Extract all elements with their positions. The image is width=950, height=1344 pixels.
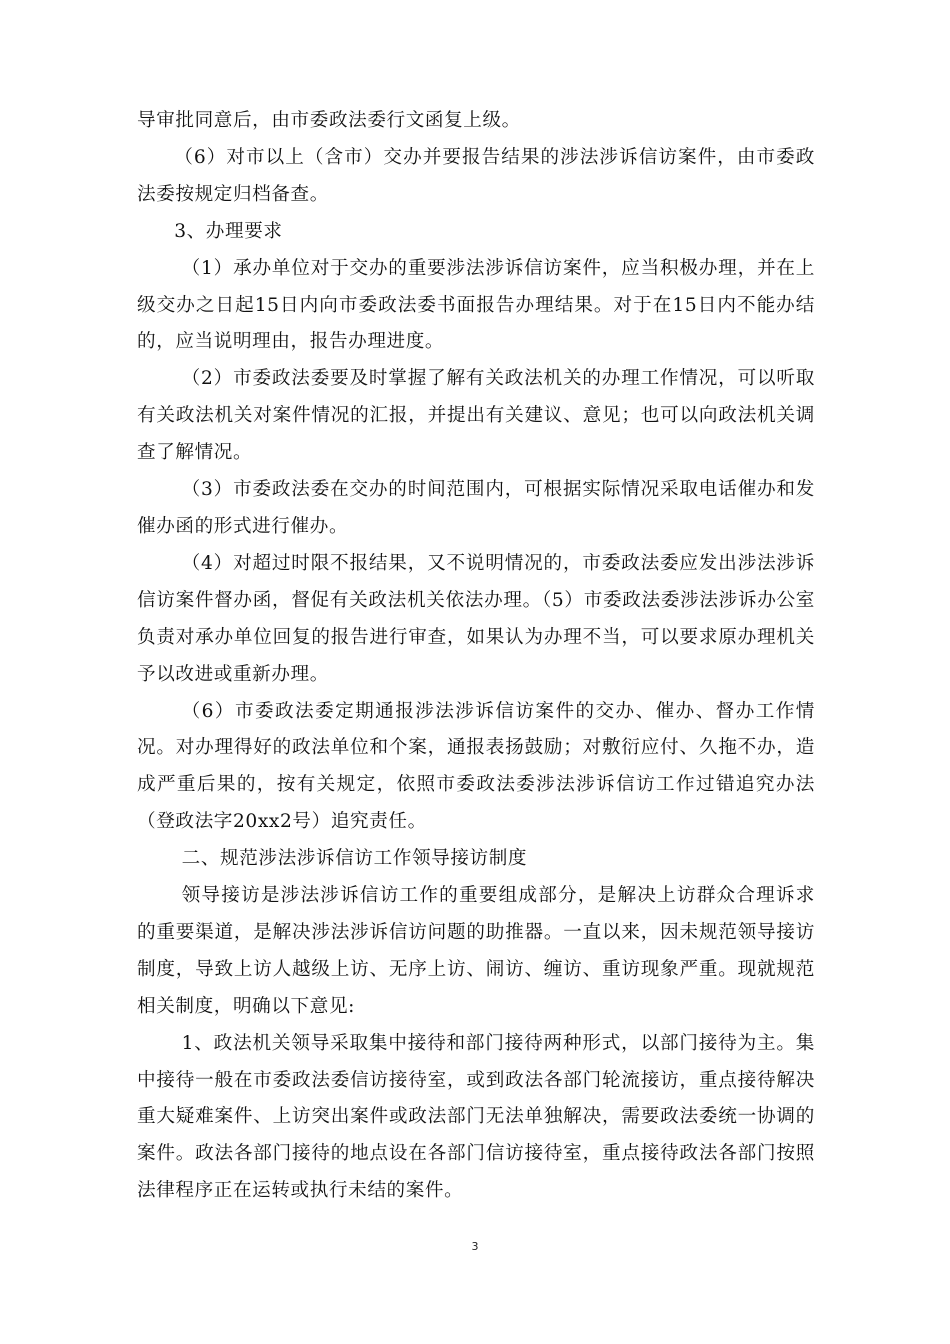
section-heading-leader-reception: 二、规范涉法涉诉信访工作领导接访制度	[181, 848, 528, 870]
paragraph-item-6-archive: （6）对市以上（含市）交办并要报告结果的涉法涉诉信访案件，由市委政法委按规定归档备查。	[137, 146, 815, 205]
paragraph-item-2-monitoring: （2）市委政法委要及时掌握了解有关政法机关的办理工作情况，可以听取有关政法机关对案件情况的汇报，并提出有关建议、意见；也可以向政法机关调查了解情况。	[137, 368, 815, 464]
paragraph-approval-continuation: 导审批同意后，由市委政法委行文函复上级。	[137, 110, 521, 131]
paragraph-item-1-handling: （1）承办单位对于交办的重要涉法涉诉信访案件，应当积极办理，并在上级交办之日起15日内向市委政法委书面报告办理结果。对于在15日内不能办结的，应当说明理由，报告办理进度。	[137, 257, 815, 353]
paragraph-item-6-reporting: （6）市委政法委定期通报涉法涉诉信访案件的交办、催办、督办工作情况。对办理得好的政法单位和个案，通报表扬鼓励；对敷衍应付、久拖不办，造成严重后果的，按有关规定，依照市委政法委涉法涉诉信访工作过错追究办法（登政法字20xx2号）追究责任。	[137, 700, 815, 833]
paragraph-item-3-urging: （3）市委政法委在交办的时间范围内，可根据实际情况采取电话催办和发催办函的形式进行催办。	[137, 479, 815, 537]
paragraph-leader-reception-intro: 领导接访是涉法涉诉信访工作的重要组成部分，是解决上访群众合理诉求的重要渠道，是解决涉法涉诉信访问题的助推器。一直以来，因未规范领导接访制度，导致上访人越级上访、无序上访、闹访、缠访、重访现象严重。现就规范相关制度，明确以下意见:	[137, 885, 815, 1017]
page-number: 3	[471, 1240, 479, 1253]
paragraph-reception-forms: 1、政法机关领导采取集中接待和部门接待两种形式，以部门接待为主。集中接待一般在市委政法委信访接待室，或到政法各部门轮流接访，重点接待解决重大疑难案件、上访突出案件或政法部门无法单独解决，需要政法委统一协调的案件。政法各部门接待的地点设在各部门信访接待室，重点接待政法各部门按照法律程序正在运转或执行未结的案件。	[137, 1032, 815, 1202]
paragraph-item-4-5-supervision: （4）对超过时限不报结果，又不说明情况的，市委政法委应发出涉法涉诉信访案件督办函，督促有关政法机关依法办理。（5）市委政法委涉法涉诉办公室负责对承办单位回复的报告进行审查，如果认为办理不当，可以要求原办理机关予以改进或重新办理。	[137, 552, 815, 685]
document-body	[137, 103, 815, 1210]
section-heading-requirements: 3、办理要求	[174, 220, 283, 242]
